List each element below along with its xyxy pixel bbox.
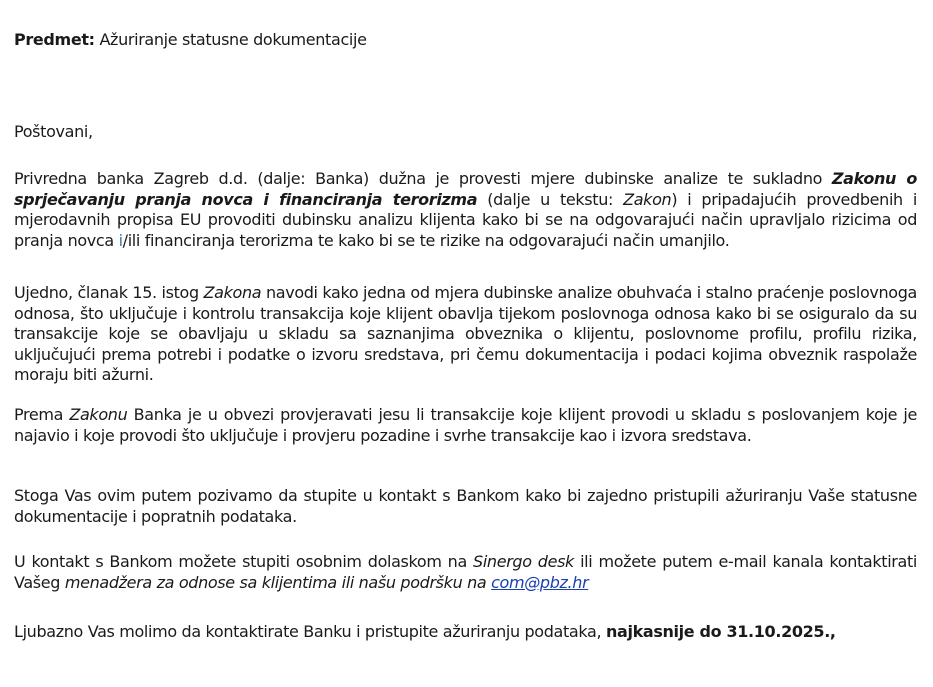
sinergo-desk: Sinergo desk <box>473 552 574 571</box>
law-title: Zakonu o sprječavanju pranja novca i financiranja terorizma <box>14 169 917 209</box>
manager-text: menadžera za odnose sa klijentima ili našu podršku na <box>64 572 487 592</box>
paragraph-deadline <box>14 622 917 643</box>
para3-text-a: Prema <box>14 405 70 424</box>
para3-law-word: Zakonu <box>69 405 128 424</box>
para1-text-d: /ili financiranja terorizma te kako bi se te rizike na odgovarajući način umanjilo. <box>122 230 730 250</box>
para2-text-a: Ujedno, članak 15. istog <box>14 283 204 302</box>
paragraph-intro <box>14 169 917 251</box>
law-short: Zakon <box>623 189 672 209</box>
para5-text-b: ili možete putem e-mail kanala kontaktirati Vašeg <box>14 552 918 592</box>
greeting: Poštovani, <box>14 122 93 141</box>
subject-line <box>14 30 917 51</box>
para2-text-b: navodi kako jedna od mjera dubinske analize obuhvaća i stalno praćenje poslovnoga odnosa, što uključuje i kontrolu transakcija koje klijent obavlja tijekom poslovnoga odnosa kako bi se osiguralo da su transakcije koje se obavljaju u skladu sa saznanjima obveznika o klijentu, poslovnome profilu, profilu rizika, uključujući prema potrebi i podatke o izvoru sredstava, pri čemu dokumentacija i podaci kojima obveznik raspolaže moraju biti ažurni. <box>14 283 917 385</box>
subject-text: Ažuriranje statusne dokumentacije <box>94 30 367 49</box>
paragraph-contact <box>14 552 917 593</box>
para5-text-a: U kontakt s Bankom možete stupiti osobnim dolaskom na <box>14 552 474 571</box>
para2-law-word: Zakona <box>203 283 262 302</box>
para1-i-char: i <box>118 230 123 250</box>
para3-text-b: Banka je u obvezi provjeravati jesu li transakcije koje klijent provodi u skladu s poslovanjem koje je najavio i koje provodi što uključuje i provjeru pozadine i svrhe transakcije kao i izvora sredstava. <box>14 405 917 445</box>
para1-text-c: ) i pripadajućih provedbenih i mjerodavnih propisa EU provoditi dubinsku analizu klijenta kako bi se na odgovarajući način upravljalo rizicima od pranja novca <box>14 189 917 250</box>
para1-text-b: (dalje u tekstu: <box>477 189 624 209</box>
paragraph-article-15 <box>14 283 917 386</box>
deadline: najkasnije do 31.10.2025., <box>605 622 836 641</box>
subject-label: Predmet: <box>14 30 95 49</box>
email-link[interactable]: com@pbz.hr <box>491 572 589 592</box>
paragraph-verification <box>14 405 917 446</box>
para6-text-a: Ljubazno Vas molimo da kontaktirate Banku i pristupite ažuriranju podataka, <box>14 622 606 641</box>
para1-text-a: Privredna banka Zagreb d.d. (dalje: Banka) dužna je provesti mjere dubinske analize te sukladno <box>14 169 832 188</box>
paragraph-invitation: Stoga Vas ovim putem pozivamo da stupite u kontakt s Bankom kako bi zajedno pristupili ažuriranju Vaše statusne dokumentacije i popratnih podataka. <box>14 486 917 526</box>
